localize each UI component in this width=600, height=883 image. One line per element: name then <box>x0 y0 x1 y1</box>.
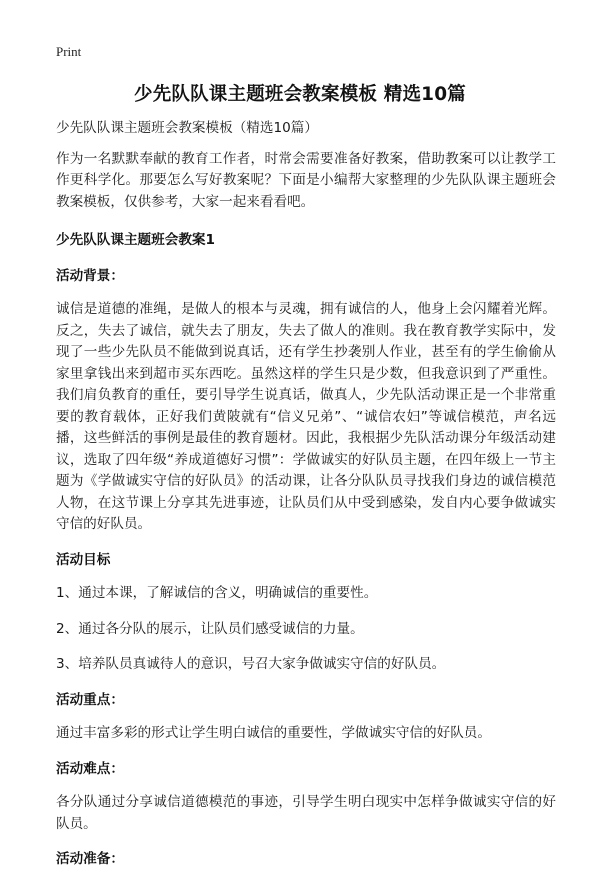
preparation-heading: 活动准备： <box>56 851 124 867</box>
intro-paragraph: 作为一名默默奉献的教育工作者，时常会需要准备好教案，借助教案可以让教学工作更科学化。那要怎么写好教案呢？下面是小编帮大家整理的少先队队课主题班会教案模板，仅供参考，大家一起来看看吧。 <box>56 150 556 210</box>
section-heading: 少先队队课主题班会教案1 <box>56 232 215 248</box>
goal-item: 2、通过各分队的展示，让队员们感受诚信的力量。 <box>56 620 364 637</box>
goal-item: 1、通过本课，了解诚信的含义，明确诚信的重要性。 <box>56 585 378 601</box>
focus-paragraph: 通过丰富多彩的形式让学生明白诚信的重要性，学做诚实守信的好队员。 <box>56 725 491 741</box>
document-subtitle: 少先队队课主题班会教案模板（精选10篇） <box>56 120 318 136</box>
document-body <box>56 118 556 883</box>
difficulty-heading: 活动难点： <box>56 760 124 777</box>
focus-heading: 活动重点： <box>56 691 124 708</box>
goals-heading: 活动目标 <box>56 551 111 568</box>
page-title: 少先队队课主题班会教案模板 精选10篇 <box>134 84 466 105</box>
background-paragraph: 诚信是道德的准绳，是做人的根本与灵魂，拥有诚信的人，他身上会闪耀着光辉。反之，失去了诚信，就失去了朋友，失去了做人的准则。我在教育教学实际中，发现了一些少先队员不能做到说真话，还有学生抄袭别人作业，甚至有的学生偷偷从家里拿钱出来到超市买东西吃。虽然这样的学生只是少数，但我意识到了严重性。我们肩负教育的重任，要引导学生说真话，做真人，少先队活动课正是一个非常重要的教育载体，正好我们黄陂就有“信义兄弟”、“诚信农妇”等诚信模范，声名远播，这些鲜活的事例是最佳的教育题材。因此，我根据少先队活动课分年级活动建议，选取了四年级“养成道德好习惯”：学做诚实的好队员主题，在四年级上一节主题为《学做诚实守信的好队员》的活动课，让各分队队员寻找我们身边的诚信模范人物，在这节课上分享其先进事迹，让队员们从中受到感染，发自内心要争做诚实守信的好队员。 <box>56 301 556 532</box>
goal-item: 3、培养队员真诚待人的意识，号召大家争做诚实守信的好队员。 <box>56 656 446 672</box>
difficulty-paragraph: 各分队通过分享诚信道德模范的事迹，引导学生明白现实中怎样争做诚实守信的好队员。 <box>56 794 556 832</box>
print-link[interactable]: Print <box>56 44 82 59</box>
background-heading: 活动背景： <box>56 267 124 284</box>
